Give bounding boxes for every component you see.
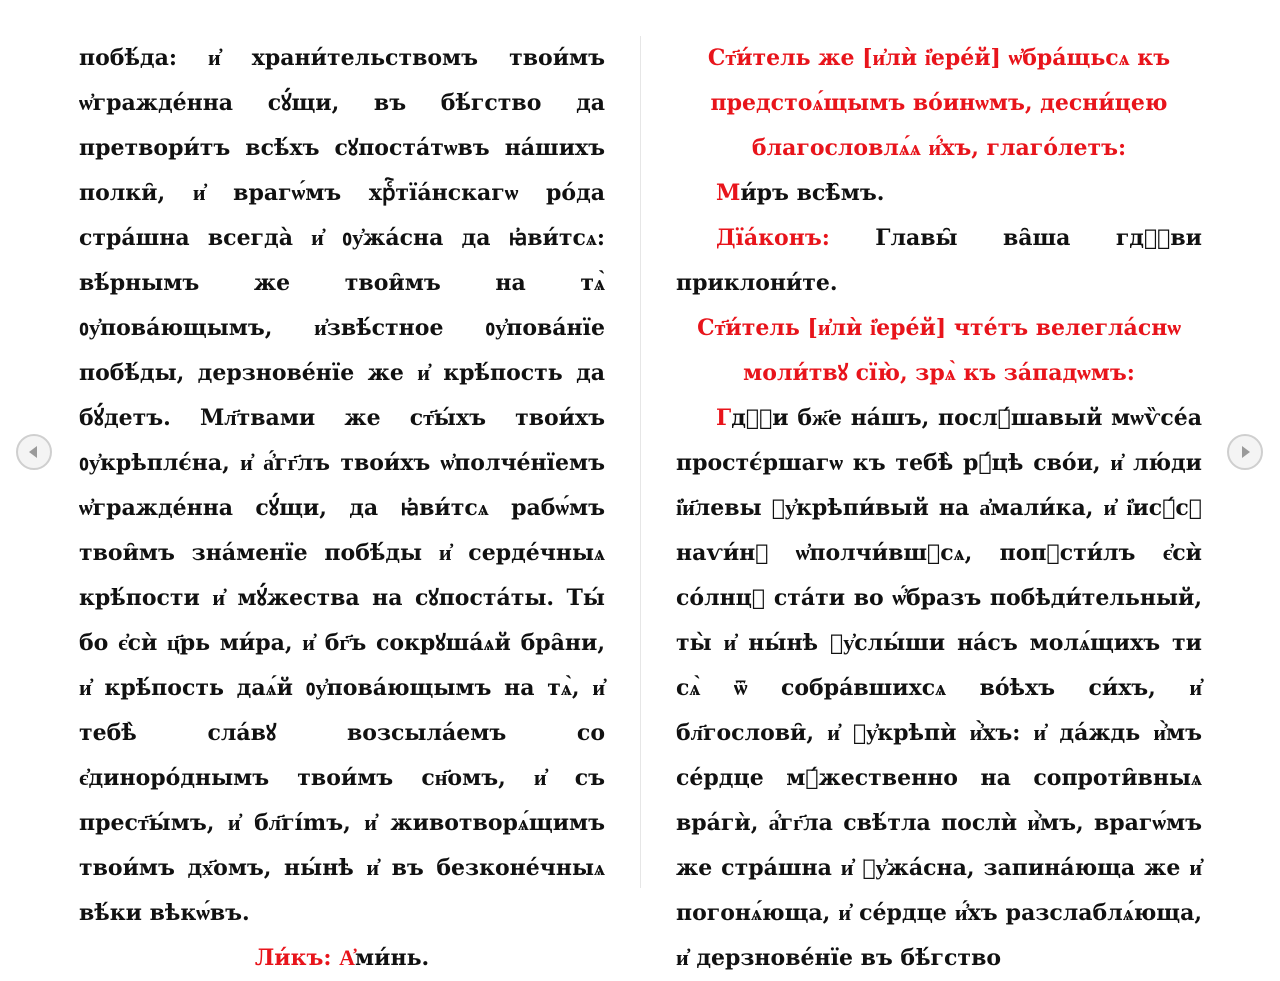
prayer-paragraph [676,396,1202,981]
chevron-right-icon [1229,436,1261,468]
deacon-line [676,216,1202,306]
peace-rest: и́ръ всѣ̑мъ. [740,180,885,206]
choir-amen-line [79,936,605,981]
deacon-text: Главы̑ ва̑ша гдⷭ҇ви приклони́те. [676,225,1202,296]
chevron-left-icon [18,436,50,468]
peace-initial: М [716,180,741,206]
deacon-label: Дїа́конъ: [716,225,830,251]
rubric-blessing: Ст҃и́тель же [и҆лѝ і҆ере́й] ѡ҆бра́щьсѧ къ предстоѧ́щымъ во́инѡмъ, десни́цею благословлѧ́ѧ и҆́хъ, глаго́летъ: [707,45,1171,161]
left-page [79,36,605,981]
amen-initial: А҆ [339,945,356,971]
prev-page-button[interactable] [16,434,52,470]
right-page [676,36,1202,981]
choir-label: Ли́къ: [254,945,332,971]
amen-rest: ми́нь. [355,945,430,971]
next-page-button[interactable] [1227,434,1263,470]
prayer-paragraph: побѣ́да: и҆ храни́тельствомъ твои́мъ ѡ҆гражде́нна сꙋ́щи, въ бѣ́гство да претвори́тъ всѣ́хъ сꙋпоста́тѡвъ на́шихъ полки̑, и҆ врагѡ́мъ хрⷭ҇тїа́нскагѡ ро́да стра́шна всегда̀ и҆ ᲂу҆жа́сна да ꙗ҆ви́тсѧ: вѣ́рнымъ же твои̑мъ на тѧ̀ ᲂу҆пова́ющымъ, и҆звѣ́стное ᲂу҆пова́нїе побѣ́ды, дерзнове́нїе же и҆ крѣ́пость да бꙋ́детъ. Мл҃твами же ст҃ы́хъ твои́хъ ᲂу҆крѣплє́на, и҆ а҆́гг҃лъ твои́хъ ѡ҆полче́нїемъ ѡ҆гражде́нна сꙋ́щи, да ꙗ҆ви́тсѧ рабѡ́мъ твои̑мъ зна́менїе побѣ́ды и҆ серде́чныѧ крѣ́пости и҆ мꙋ́жества на сꙋпоста́ты. Ты́ бо є҆сѝ ц҃рь ми́ра, и҆ бг҃ъ сокрꙋша́ѧй бра̑ни, и҆ крѣ́пость даѧ́й ᲂу҆пова́ющымъ на тѧ̀, и҆ тебѣ̀ сла́вꙋ возсыла́емъ со є҆диноро́днымъ твои́мъ сн҃омъ, и҆ съ прест҃ы́мъ, и҆ бл҃гímъ, и҆ животворѧ́щимъ твои́мъ дх҃омъ, ны́нѣ и҆ въ безконе́чныѧ вѣ́ки вѣкѡ́въ. [79,45,605,926]
prayer-initial: Г [716,405,732,431]
prayer-rest: дⷭ҇и бж҃е на́шъ, послꙋ́шавый мѡѷсе́а простє́ршагѡ къ тебѣ̀ рꙋ́цѣ сво́и, и҆ лю́ди і҆̓и҃левы ᲂу҆крѣпи́вый на а҆мали́ка, и҆ і҆исꙋ́сꙋ наѵи́нꙋ ѡ҆полчи́вшꙋсѧ, попꙋсти́лъ є҆сѝ со́лнцꙋ ста́ти во ѡ҆́бразъ побѣди́тельный, ты̀ и҆ ны́нѣ ᲂу҆слы́ши на́съ молѧ́щихъ ти сѧ̀ ѿ собра́вшихсѧ во́ѣхъ си́хъ, и҆ бл҃гослови̑, и҆ ᲂу҆крѣпѝ и҆̀хъ: и҆ да́ждь и҆̀мъ се́рдце мꙋ́жественно на сопроти̑вныѧ вра́гѝ, а҆́гг҃ла свѣ́тла послѝ и҆̀мъ, врагѡ́мъ же стра́шна и҆ ᲂу҆жа́сна, запина́юща же и҆ погонѧ́юща, и҆ се́рдце и҆́хъ разслаблѧ́юща, и҆ дерзнове́нїе въ бѣ́гство [676,405,1202,971]
peace-line [676,171,1202,216]
rubric-prayer: Ст҃и́тель [и҆лѝ і҆ере́й] чте́тъ велегла́снѡ моли́твꙋ сїю̀, зрѧ̀ къ за́падѡмъ: [697,315,1181,386]
page-divider [640,36,641,888]
